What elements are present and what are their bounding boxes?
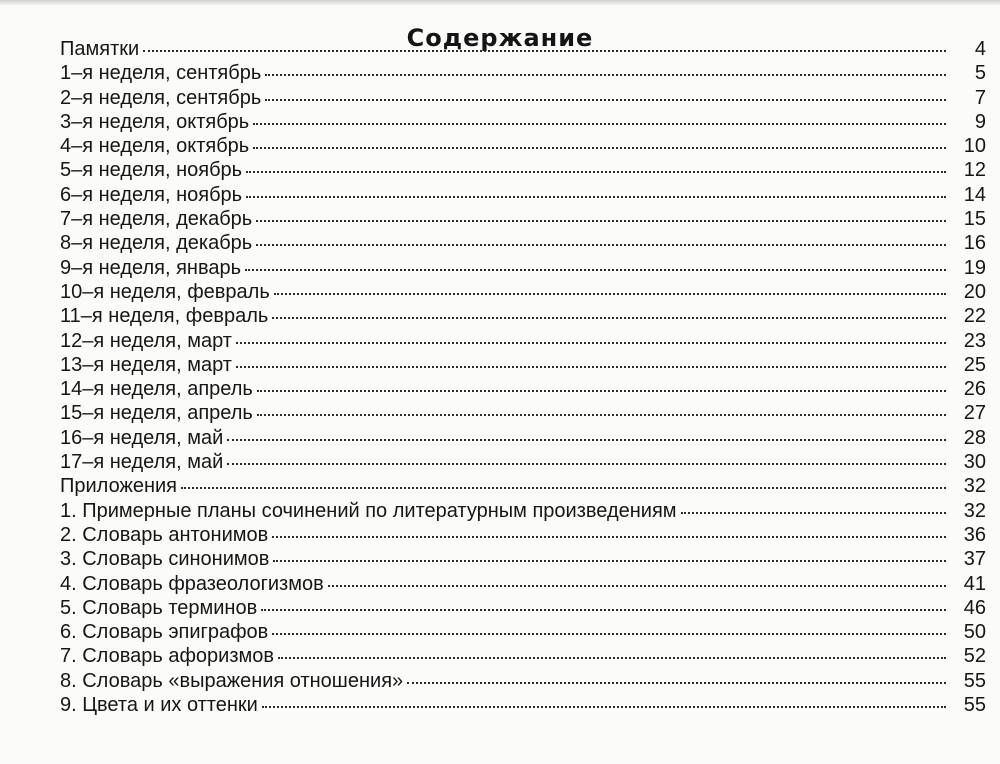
toc-entry-label: 9–я неделя, январь <box>60 256 242 279</box>
toc-entry-label: Памятки <box>60 38 140 60</box>
toc-entry-page-number: 23 <box>963 329 986 352</box>
toc-entry-page-number: 5 <box>974 62 986 85</box>
toc-entry <box>60 37 986 61</box>
toc-entry-label: 8–я неделя, декабрь <box>60 232 253 255</box>
toc-entry-page-number: 10 <box>963 135 986 158</box>
toc-entry <box>60 401 986 425</box>
toc-entry <box>60 61 986 85</box>
toc-entry <box>60 499 986 523</box>
dot-leader <box>257 390 946 392</box>
toc-entry <box>60 329 986 353</box>
dot-leader <box>265 74 946 76</box>
dot-leader <box>274 293 946 295</box>
toc-entry <box>60 256 986 280</box>
toc-entry <box>60 231 986 255</box>
toc-entry-page-number: 41 <box>963 572 986 595</box>
toc-entry-label: 4. Словарь фразеологизмов <box>60 572 324 595</box>
toc-entry <box>60 134 986 158</box>
toc-entry-page-number: 28 <box>963 426 986 449</box>
toc-entry <box>60 304 986 328</box>
dot-leader <box>273 560 946 562</box>
toc-entry-label: 3–я неделя, октябрь <box>60 110 250 133</box>
toc-entry <box>60 207 986 231</box>
toc-entry-label: 3. Словарь синонимов <box>60 548 270 571</box>
toc-entry-label: 15–я неделя, апрель <box>60 402 253 425</box>
toc-entry-page-number: 50 <box>963 621 986 644</box>
toc-entry <box>60 377 986 401</box>
toc-entry-label: 2. Словарь антонимов <box>60 523 269 546</box>
dot-leader <box>181 487 946 489</box>
toc-entry <box>60 596 986 620</box>
toc-entry-label: 5–я неделя, ноябрь <box>60 159 243 182</box>
toc-entry <box>60 450 986 474</box>
toc-entry <box>60 183 986 207</box>
toc-entry-page-number: 32 <box>963 499 986 522</box>
toc-entry-page-number: 15 <box>963 208 986 231</box>
toc-entry-page-number: 55 <box>963 669 986 692</box>
toc-entry-label: 6–я неделя, ноябрь <box>60 183 243 206</box>
toc-entry-label: 5. Словарь терминов <box>60 596 258 619</box>
toc-entry-page-number: 7 <box>974 86 986 109</box>
toc-entry-page-number: 22 <box>963 305 986 328</box>
dot-leader <box>246 196 946 198</box>
toc-entry-page-number: 37 <box>963 548 986 571</box>
dot-leader <box>262 706 946 708</box>
dot-leader <box>272 633 946 635</box>
dot-leader <box>265 99 946 101</box>
toc-entry-page-number: 20 <box>963 280 986 303</box>
dot-leader <box>272 536 946 538</box>
toc-entry-page-number: 4 <box>974 38 986 60</box>
toc-entry-page-number: 9 <box>974 110 986 133</box>
dot-leader <box>253 123 946 125</box>
toc-entry <box>60 353 986 377</box>
toc-entry-label: Приложения <box>60 475 178 498</box>
toc-entry-label: 1–я неделя, сентябрь <box>60 62 262 85</box>
dot-leader <box>236 342 946 344</box>
dot-leader <box>261 609 946 611</box>
toc-entry <box>60 572 986 596</box>
dot-leader <box>236 366 946 368</box>
toc-entry <box>60 669 986 693</box>
toc-entry <box>60 110 986 134</box>
dot-leader <box>227 463 946 465</box>
scan-edge <box>0 0 1000 6</box>
dot-leader <box>256 244 946 246</box>
toc-entry-label: 7–я неделя, декабрь <box>60 208 253 231</box>
dot-leader <box>278 657 946 659</box>
toc-entry-label: 16–я неделя, май <box>60 426 224 449</box>
toc-entry <box>60 86 986 110</box>
toc-entry-label: 17–я неделя, май <box>60 451 224 474</box>
toc-entry-label: 7. Словарь афоризмов <box>60 645 274 668</box>
toc-entry-page-number: 19 <box>963 256 986 279</box>
toc-entry-page-number: 36 <box>963 523 986 546</box>
dot-leader <box>227 439 946 441</box>
toc-entry-label: 13–я неделя, март <box>60 353 232 376</box>
dot-leader <box>245 269 946 271</box>
toc-entry <box>60 547 986 571</box>
toc-entry <box>60 644 986 668</box>
toc-entry-page-number: 14 <box>963 183 986 206</box>
toc-entry-page-number: 26 <box>963 378 986 401</box>
toc-entry-page-number: 52 <box>963 645 986 668</box>
toc-entry-page-number: 30 <box>963 451 986 474</box>
toc-entry <box>60 474 986 498</box>
toc-entry-label: 9. Цвета и их оттенки <box>60 694 258 717</box>
toc-entry-label: 8. Словарь «выражения отношения» <box>60 669 404 692</box>
toc-entry-page-number: 12 <box>963 159 986 182</box>
toc-entry <box>60 620 986 644</box>
toc-entry-label: 12–я неделя, март <box>60 329 232 352</box>
toc-entry-label: 10–я неделя, февраль <box>60 280 270 303</box>
dot-leader <box>328 585 946 587</box>
dot-leader <box>681 512 946 514</box>
toc-entry <box>60 280 986 304</box>
page-title: Содержание <box>406 24 594 53</box>
toc-entry-label: 1. Примерные планы сочинений по литературным произведениям <box>60 499 677 522</box>
dot-leader <box>272 317 946 319</box>
toc-entry-label: 6. Словарь эпиграфов <box>60 621 269 644</box>
toc-entry-page-number: 16 <box>963 232 986 255</box>
toc-entry-label: 11–я неделя, февраль <box>60 305 269 328</box>
dot-leader <box>407 682 946 684</box>
toc-entry <box>60 158 986 182</box>
toc-entry <box>60 523 986 547</box>
dot-leader <box>253 147 946 149</box>
toc-entry-page-number: 25 <box>963 353 986 376</box>
toc-entry-page-number: 46 <box>963 596 986 619</box>
toc-entry <box>60 426 986 450</box>
table-of-contents <box>60 37 986 717</box>
toc-entry-label: 14–я неделя, апрель <box>60 378 253 401</box>
toc-entry-label: 2–я неделя, сентябрь <box>60 86 262 109</box>
dot-leader <box>257 414 946 416</box>
dot-leader <box>143 50 946 52</box>
toc-entry-page-number: 32 <box>963 475 986 498</box>
toc-entry-page-number: 27 <box>963 402 986 425</box>
toc-entry-label: 4–я неделя, октябрь <box>60 135 250 158</box>
dot-leader <box>246 171 946 173</box>
toc-entry <box>60 693 986 717</box>
toc-entry-page-number: 55 <box>963 694 986 717</box>
dot-leader <box>256 220 946 222</box>
